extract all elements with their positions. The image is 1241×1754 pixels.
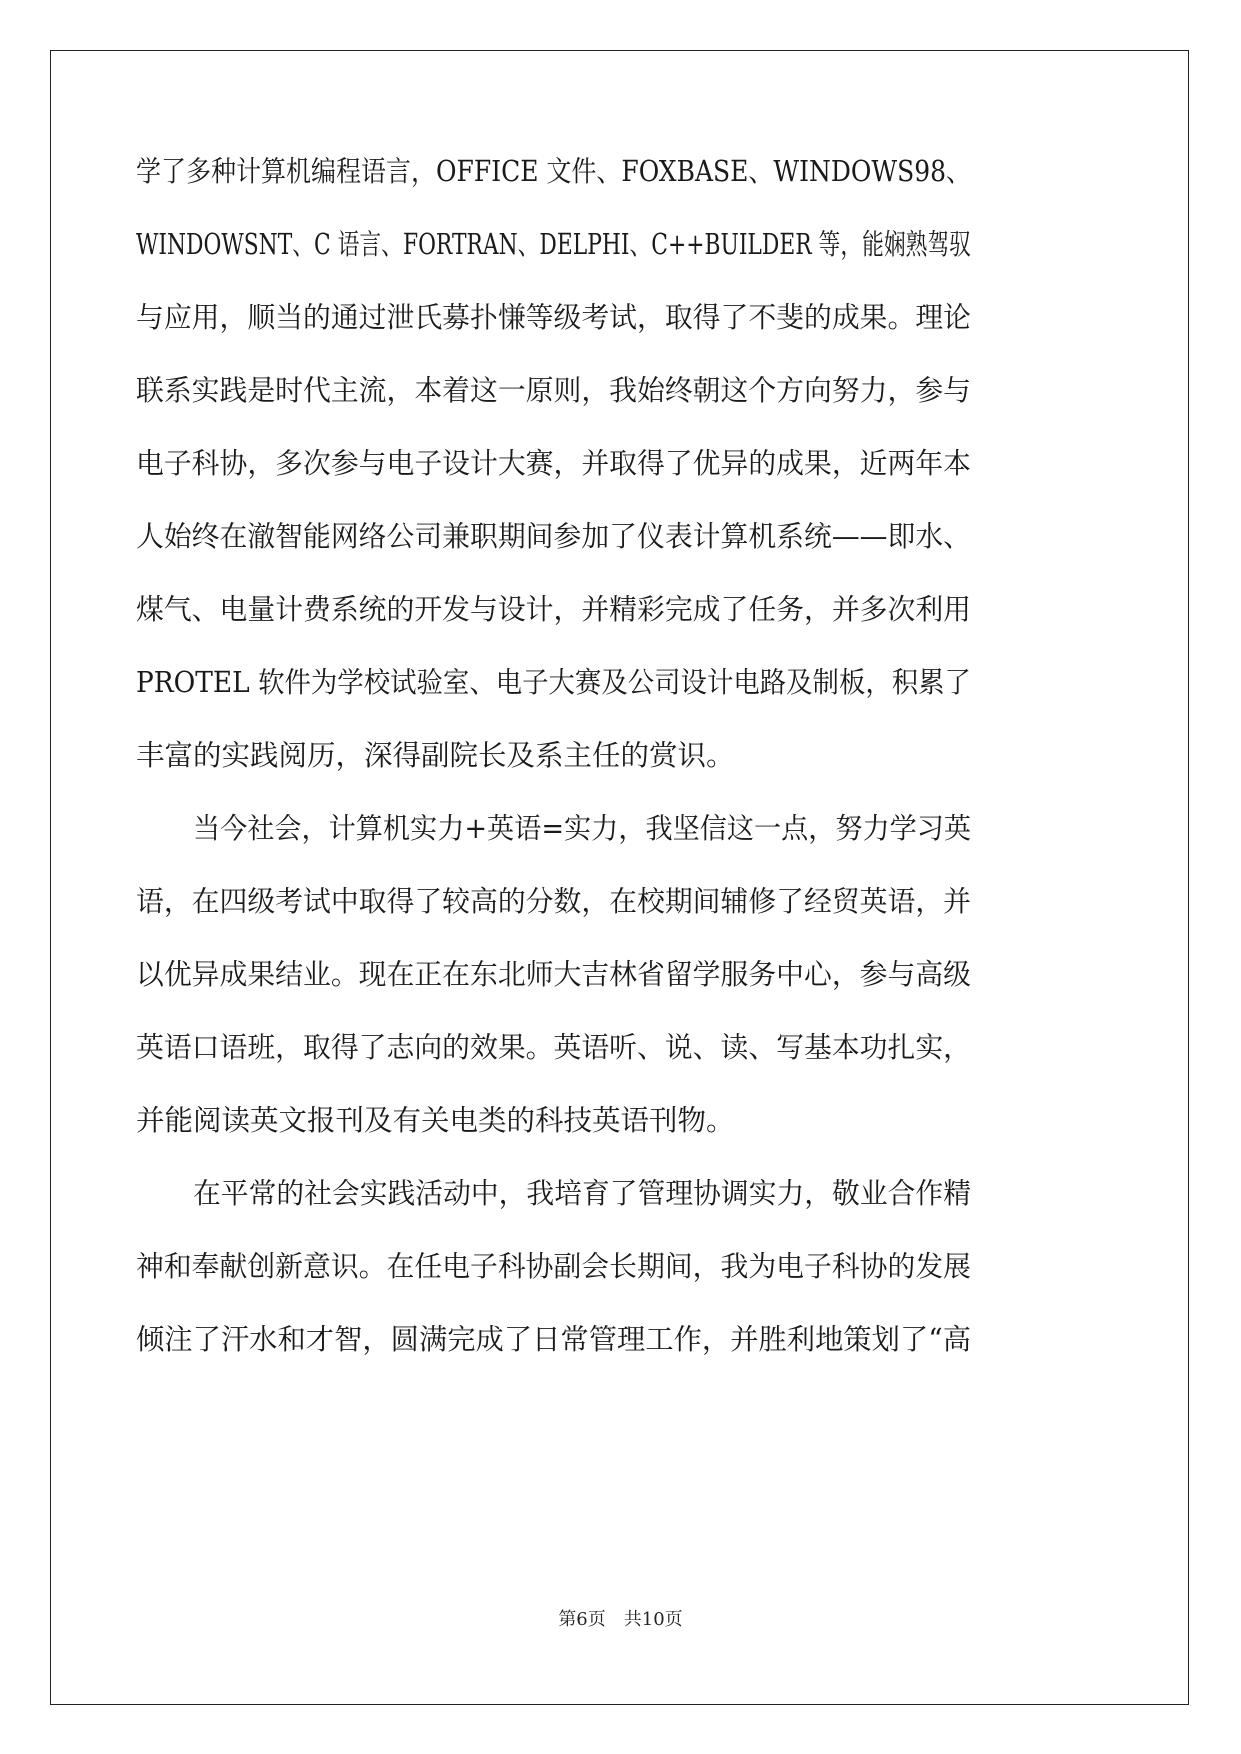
- text-line-content: WINDOWSNT、C 语言、FORTRAN、DELPHI、C++BUILDER 等，能娴熟驾驭: [136, 228, 972, 261]
- page-number-footer: 第6页 共10页: [558, 1609, 683, 1630]
- text-line-content: 以优异成果结业。现在正在东北师大吉林省留学服务中心，参与高级: [136, 958, 972, 991]
- text-line-content: PROTEL 软件为学校试验室、电子大赛及公司设计电路及制板，积累了: [136, 666, 971, 699]
- text-line-content: 并能阅读英文报刊及有关电类的科技英语刊物。: [136, 1104, 735, 1137]
- text-line-content: 学了多种计算机编程语言，OFFICE 文件、FOXBASE、WINDOWS98、: [136, 155, 972, 188]
- text-line-content: 煤气、电量计费系统的开发与设计，并精彩完成了任务，并多次利用: [136, 593, 972, 626]
- text-line-content: 电子科协，多次参与电子设计大赛，并取得了优异的成果，近两年本: [136, 447, 972, 480]
- text-line-content: 在平常的社会实践活动中，我培育了管理协调实力，敬业合作精: [193, 1177, 971, 1210]
- text-line-content: 语，在四级考试中取得了较高的分数，在校期间辅修了经贸英语，并: [136, 885, 972, 918]
- text-line-content: 联系实践是时代主流，本着这一原则，我始终朝这个方向努力，参与: [136, 374, 972, 407]
- text-line-content: 与应用，顺当的通过泄氏募扑慊等级考试，取得了不斐的成果。理论: [136, 301, 972, 334]
- text-line-content: 英语口语班，取得了志向的效果。英语听、说、读、写基本功扎实，: [136, 1031, 972, 1064]
- text-line-content: 人始终在澈智能网络公司兼职期间参加了仪表计算机系统——即水、: [136, 520, 972, 553]
- text-line-content: 神和奉献创新意识。在任电子科协副会长期间，我为电子科协的发展: [136, 1250, 972, 1283]
- text-line-content: 当今社会，计算机实力+英语=实力，我坚信这一点，努力学习英: [193, 812, 972, 845]
- text-line-content: 倾注了汗水和才智，圆满完成了日常管理工作，并胜利地策划了“高: [136, 1323, 972, 1356]
- text-line-content: 丰富的实践阅历，深得副院长及系主任的赏识。: [136, 739, 735, 772]
